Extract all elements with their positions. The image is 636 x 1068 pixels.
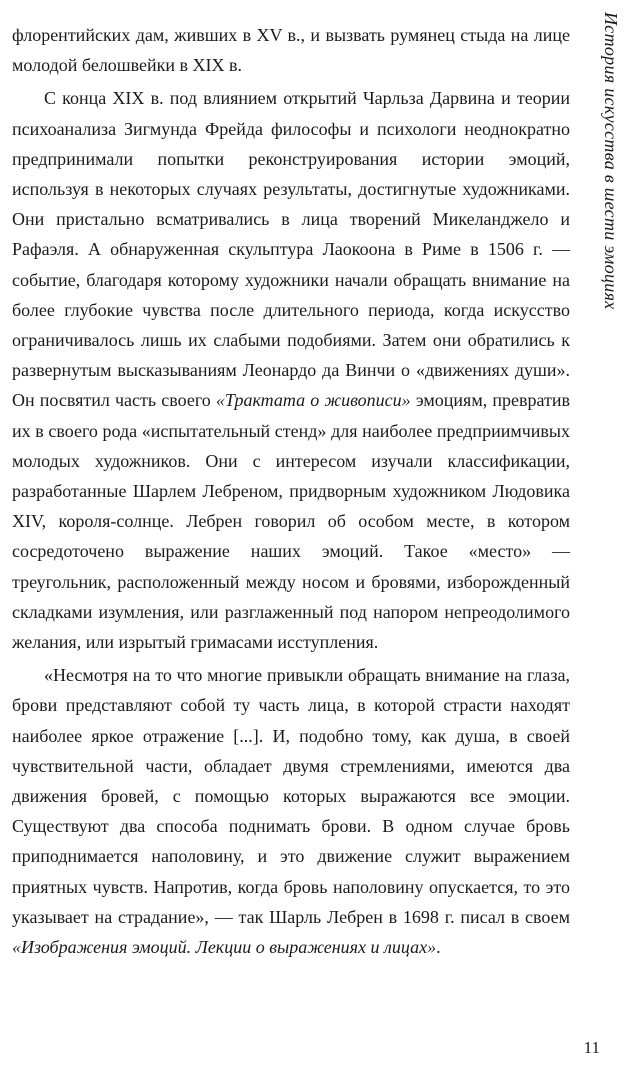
paragraph-text: эмоциям, превратив их в своего рода «испытательный стенд» для наиболее предприимчивых молодых художников. Они с интересом изучали классификации, разработанные Шарлем Лебреном, придворным художником Людовика XIV, короля-солнце. Лебрен говорил об особом месте, в котором сосредоточено выражение наших эмоций. Такое «место» — треугольник, расположенный между носом и бровями, изборожденный складками изумления, или разглаженный под напором непреодолимого желания, или изрытый гримасами исступления.: [12, 390, 571, 653]
paragraph-continuation: флорентийских дам, живших в XV в., и вызвать румянец стыда на лице молодой белошвейки в XIX в.: [12, 25, 570, 76]
paragraph-history-of-emotions: [12, 83, 570, 657]
running-head-text: История искусства в шести эмоциях: [601, 12, 621, 310]
book-title-lebrun: «Изображения эмоций. Лекции о выражениях и лицах»: [12, 937, 437, 958]
page-body: [12, 20, 570, 962]
book-title-treatise: «Трактата о живописи»: [215, 390, 411, 411]
paragraph-lebrun-quote: [12, 660, 570, 962]
page-number: 11: [583, 1038, 600, 1057]
paragraph-text: С конца XIX в. под влиянием открытий Чарльза Дарвина и теории психоанализа Зигмунда Фрейда философы и психологи неоднократно предпринимали попытки реконструирования истории эмоций, используя в некоторых случаях результаты, достигнутые художниками. Они пристально всматривались в лица творений Микеланджело и Рафаэля. А обнаруженная скульптура Лаокоона в Риме в 1506 г. — событие, благодаря которому художники начали обращать внимание на более глубокие чувства после длительного периода, когда искусство ограничивалось лишь их слабыми подобиями. Затем они обратились к развернутым высказываниям Леонардо да Винчи о «движениях души». Он посвятил часть своего: [12, 88, 570, 411]
running-head: [592, 8, 632, 548]
quote-text: «Несмотря на то что многие привыкли обращать внимание на глаза, брови представляют собой ту часть лица, в которой страсти находят наиболее яркое отражение [...]. И, подобно тому, как душа, в своей чувствительной части, обладает двумя стремлениями, имеются два движения бровей, с помощью которых выражаются все эмоции. Существуют два способа поднимать брови. В одном случае бровь приподнимается наполовину, и это движение служит выражением приятных чувств. Напротив, когда бровь наполовину опускается, то это указывает на страдание», — так Шарль Лебрен в 1698 г. писал в своем: [12, 665, 570, 927]
quote-end: .: [436, 937, 441, 958]
